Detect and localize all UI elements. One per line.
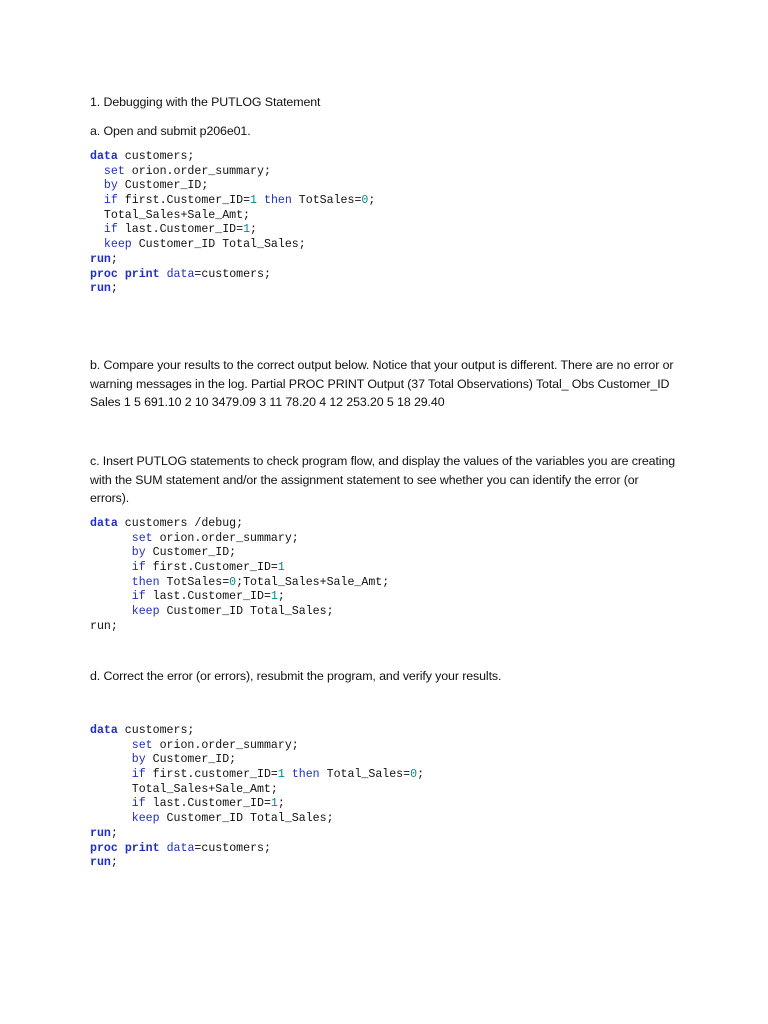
code-token: keep [131, 605, 160, 619]
code-token: data [90, 724, 118, 737]
code-token: if [131, 590, 146, 604]
code-token: 0 [229, 575, 237, 589]
code-line [90, 768, 424, 783]
code-line [90, 576, 389, 591]
code-token: data [166, 841, 195, 855]
code-token: 0 [361, 194, 369, 208]
exercise-heading: 1. Debugging with the PUTLOG Statement [90, 95, 321, 109]
code-line [90, 856, 424, 871]
code-token: if [131, 561, 146, 575]
code-token: Total_Sales+Sale_Amt; [90, 208, 251, 222]
code-token: by [131, 753, 146, 767]
code-line [90, 783, 424, 798]
part-b-instruction: b. Compare your results to the correct output below. Notice that your output is different. There are no error or warning messages in the log. Partial PROC PRINT Output (37 Total Observations) Total_ Obs Customer_ID Sales 1 5 691.10 2 10 3479.09 3 11 78.20 4 12 253.20 5 18 29.40 [90, 358, 674, 409]
part-d-instruction: d. Correct the error (or errors), resubmit the program, and verify your results. [90, 669, 502, 683]
code-line [90, 223, 375, 238]
code-token: data [90, 150, 118, 163]
code-line [90, 842, 424, 857]
code-token: if [103, 194, 118, 208]
code-token [90, 546, 132, 559]
code-token: then [291, 768, 320, 782]
code-token: TotSales= [159, 575, 230, 589]
code-token: TotSales= [291, 194, 362, 208]
code-token: set [103, 164, 125, 178]
code-token: keep [103, 238, 132, 252]
code-token: Customer_ID Total_Sales; [159, 812, 334, 826]
code-token [90, 812, 132, 825]
code-line [90, 238, 375, 253]
code-token [90, 797, 132, 810]
code-token: 1 [243, 223, 251, 237]
code-block-a [90, 150, 375, 297]
code-token: run [90, 252, 111, 266]
code-line [90, 561, 389, 576]
code-token [160, 268, 167, 281]
code-token: if [131, 768, 146, 782]
code-token [160, 842, 167, 855]
code-token: print [124, 841, 160, 855]
code-token: run [90, 282, 111, 296]
code-token: ; [277, 590, 285, 604]
code-token: Customer_ID Total_Sales; [131, 238, 306, 252]
code-token [90, 753, 132, 766]
code-token: ; [368, 194, 376, 208]
part-c-instruction: c. Insert PUTLOG statements to check program flow, and display the values of the variables you are creating with the SUM statement and/or the assignment statement to see whether you can identify the error (or errors). [90, 454, 676, 505]
code-token: Customer_ID; [145, 753, 237, 767]
code-token: Customer_ID; [145, 546, 237, 560]
code-block-c [90, 517, 389, 635]
code-line [90, 532, 389, 547]
code-token: 1 [270, 590, 278, 604]
code-line [90, 724, 424, 739]
code-token: customers /debug; [117, 517, 244, 530]
code-token: last.Customer_ID= [145, 590, 271, 604]
code-token: ; [417, 768, 425, 782]
code-token: =customers; [194, 841, 271, 855]
code-token: orion.order_summary; [152, 738, 299, 752]
code-token: then [263, 194, 292, 208]
code-token [118, 268, 125, 281]
code-token: last.Customer_ID= [145, 797, 271, 811]
code-token: by [103, 179, 118, 193]
code-line [90, 517, 389, 532]
code-token: Customer_ID Total_Sales; [159, 605, 334, 619]
code-token: Total_Sales+Sale_Amt; [90, 782, 278, 796]
code-line [90, 150, 375, 165]
code-line [90, 797, 424, 812]
code-line [90, 194, 375, 209]
code-token: proc [90, 841, 118, 855]
code-line [90, 165, 375, 180]
code-token: set [131, 738, 153, 752]
code-token: if [131, 797, 146, 811]
code-line [90, 812, 424, 827]
code-token: ; [110, 826, 118, 840]
code-token: set [131, 531, 153, 545]
code-token: ; [110, 252, 118, 266]
code-token: 0 [410, 768, 418, 782]
code-token [90, 194, 104, 207]
code-line [90, 209, 375, 224]
code-token [90, 532, 132, 545]
part-a-instruction: a. Open and submit p206e01. [90, 124, 251, 138]
code-line [90, 827, 424, 842]
code-token [257, 194, 264, 207]
code-token [90, 768, 132, 781]
code-token [90, 561, 132, 574]
code-token [90, 576, 132, 589]
code-token: ; [110, 856, 118, 870]
code-token: customers; [117, 150, 195, 163]
code-token: ; [250, 223, 258, 237]
code-token [90, 590, 132, 603]
code-line [90, 282, 375, 297]
code-line [90, 605, 389, 620]
code-token: keep [131, 812, 160, 826]
code-token: 1 [277, 561, 285, 575]
code-line [90, 179, 375, 194]
code-token: 1 [250, 194, 258, 208]
code-token: then [131, 575, 160, 589]
code-token: data [166, 267, 195, 281]
code-token: Total_Sales= [319, 768, 411, 782]
code-token [90, 238, 104, 251]
code-token [90, 223, 104, 236]
code-token: run; [90, 619, 118, 633]
code-line [90, 620, 389, 635]
code-token [118, 842, 125, 855]
code-token: first.Customer_ID= [117, 194, 251, 208]
code-token: by [131, 546, 146, 560]
code-token: 1 [270, 797, 278, 811]
code-block-d [90, 724, 424, 871]
code-token [90, 179, 104, 192]
code-token: orion.order_summary; [124, 164, 271, 178]
code-line [90, 753, 424, 768]
code-token: print [124, 267, 160, 281]
code-line [90, 739, 424, 754]
code-token: customers; [117, 724, 195, 737]
code-token: first.customer_ID= [145, 768, 278, 782]
code-token: run [90, 856, 111, 870]
code-token: if [103, 223, 118, 237]
code-token: data [90, 517, 118, 530]
code-token: Customer_ID; [117, 179, 209, 193]
code-token [90, 605, 132, 618]
code-token: =customers; [194, 267, 271, 281]
code-token: ; [277, 797, 285, 811]
code-token: last.Customer_ID= [117, 223, 244, 237]
code-token: ; [110, 282, 118, 296]
code-line [90, 268, 375, 283]
code-token: ;Total_Sales+Sale_Amt; [236, 575, 390, 589]
code-token [90, 739, 132, 752]
code-token: first.Customer_ID= [145, 561, 278, 575]
code-line [90, 253, 375, 268]
code-line [90, 590, 389, 605]
code-line [90, 546, 389, 561]
code-token: run [90, 826, 111, 840]
code-token: proc [90, 267, 118, 281]
code-token: 1 [277, 768, 285, 782]
code-token: orion.order_summary; [152, 531, 299, 545]
code-token [90, 165, 104, 178]
code-token [285, 768, 292, 781]
